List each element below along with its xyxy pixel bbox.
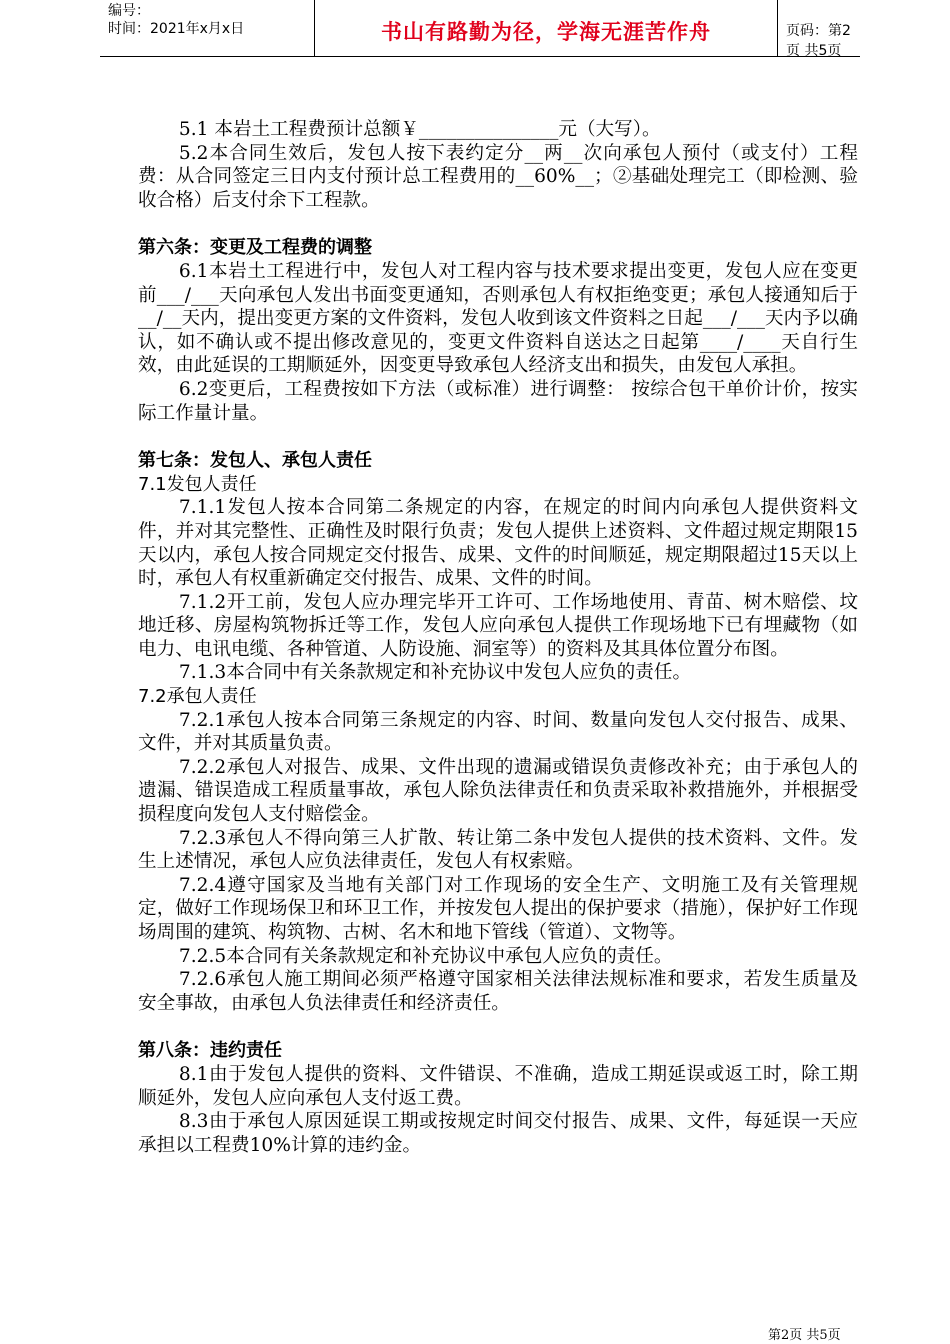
clause-8-1: 8.1由于发包人提供的资料、文件错误、不准确，造成工期延误或返工时，除工期顺延外，发包人应向承包人支付返工费。 (138, 1063, 858, 1109)
clause-7-1-1: 7.1.1发包人按本合同第二条规定的内容，在规定的时间内向承包人提供资料文件，并对其完整性、正确性及时限行负责；发包人提供上述资料、文件超过规定期限15天以内，承包人按合同规定交付报告、成果、文件的时间顺延，规定期限超过15天以上时，承包人有权重新确定交付报告、成果、文件的时间。 (138, 497, 858, 590)
clause-7-2-3: 7.2.3承包人不得向第三人扩散、转让第二条中发包人提供的技术资料、文件。发生上述情况，承包人应负法律责任，发包人有权索赔。 (138, 827, 858, 873)
clause-8-3: 8.3由于承包人原因延误工期或按规定时间交付报告、成果、文件，每延误一天应承担以工程费10%计算的违约金。 (138, 1111, 858, 1156)
clause-7-2-1: 7.2.1承包人按本合同第三条规定的内容、时间、数量向发包人交付报告、成果、文件，并对其质量负责。 (138, 709, 858, 755)
header-left (108, 2, 244, 38)
contract-body (138, 118, 858, 1157)
clause-7-1-2: 7.1.2开工前，发包人应办理完毕开工许可、工作场地使用、青苗、树木赔偿、坟地迁移、房屋构筑物拆迁等工作，发包人应向承包人提供工作现场地下已有埋藏物（如电力、电讯电缆、各种管道、人防设施、洞室等）的资料及其具体位置分布图。 (138, 591, 858, 660)
section-7-2: 7.2承包人责任 (138, 686, 257, 708)
article-6-heading: 第六条：变更及工程费的调整 (138, 237, 372, 259)
clause-7-2-2: 7.2.2承包人对报告、成果、文件出现的遗漏或错误负责修改补充；由于承包人的遗漏、错误造成工程质量事故，承包人除负法律责任和负责采取补救措施外，并根据受损程度向发包人支付赔偿金。 (138, 756, 858, 826)
page-indicator: 页码：第2页 共5页 (786, 23, 851, 59)
page-header (100, 0, 860, 57)
number-label: 编号： (108, 3, 150, 19)
clause-7-1-3: 7.1.3本合同中有关条款规定和补充协议中发包人应负的责任。 (178, 662, 692, 684)
clause-7-2-4: 7.2.4遵守国家及当地有关部门对工作现场的安全生产、文明施工及有关管理规定，做好工作现场保卫和环卫工作，并按发包人提出的保护要求（措施），保护好工作现场周围的建筑、构筑物、古树、名木和地下管线（管道）、文物等。 (138, 874, 858, 943)
motto-box (314, 0, 778, 56)
section-7-1: 7.1发包人责任 (138, 473, 257, 495)
clause-6-2: 6.2变更后，工程费按如下方法（或标准）进行调整： 按综合包干单价计价，按实际工作量计量。 (138, 378, 858, 424)
motto-text: 书山有路勤为径，学海无涯苦作舟 (381, 19, 711, 44)
clause-6-1: 6.1本岩土工程进行中，发包人对工程内容与技术要求提出变更，发包人应在变更前___/___天向承包人发出书面变更通知，否则承包人有权拒绝变更；承包人接通知后于__/__天内，提出变更方案的文件资料，发包人收到该文件资料之日起___/___天内予以确认，如不确认或不提出修改意见的，变更文件资料自送达之日起第____/____天自行生效，由此延误的工期顺延外，因变更导致承包人经济支出和损失，由发包人承担。 (138, 260, 858, 377)
clause-7-2-5: 7.2.5本合同有关条款规定和补充协议中承包人应负的责任。 (178, 945, 673, 967)
article-7-heading: 第七条：发包人、承包人责任 (138, 450, 372, 472)
date-label: 时间：2021年x月x日 (108, 21, 245, 37)
page-footer: 第2页 共5页 (768, 1328, 841, 1343)
clause-5-2: 5.2本合同生效后，发包人按下表约定分__两__次向承包人预付（或支付）工程费：从合同签定三日内支付预计总工程费用的__60%__；②基础处理完工（即检测、验收合格）后支付余下工程款。 (138, 142, 858, 211)
clause-7-2-6: 7.2.6承包人施工期间必须严格遵守国家相关法律法规标准和要求，若发生质量及安全事故，由承包人负法律责任和经济责任。 (138, 969, 858, 1014)
article-8-heading: 第八条：违约责任 (138, 1040, 282, 1062)
clause-5-1: 5.1 本岩土工程费预计总额￥_______________元（大写）。 (178, 119, 661, 140)
